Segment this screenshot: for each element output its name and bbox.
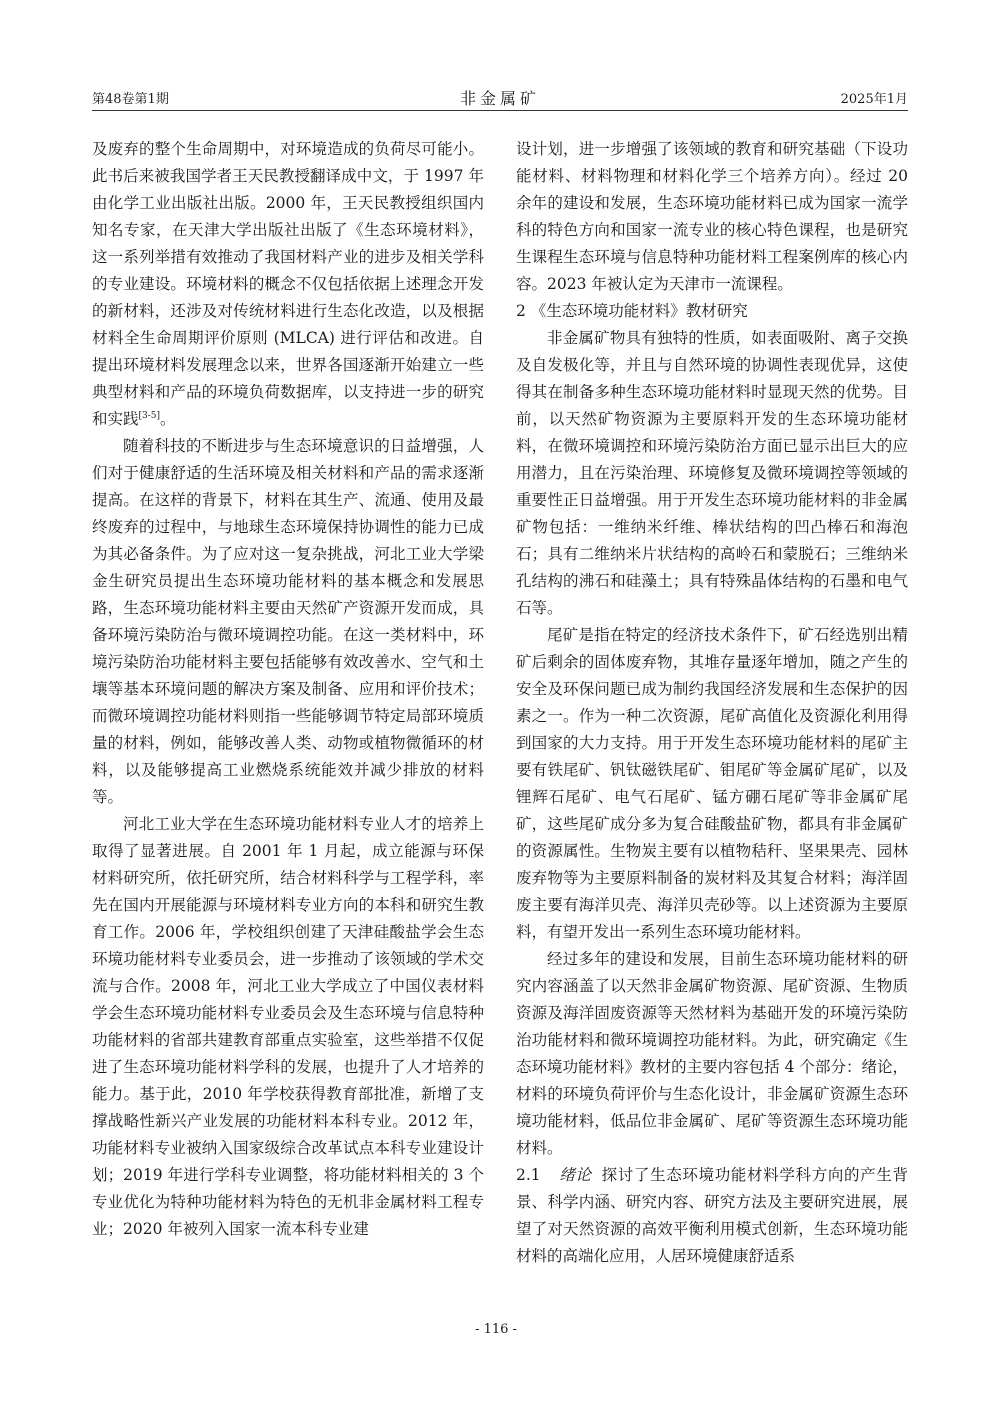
section-heading: 2 《生态环境功能材料》教材研究 [516, 302, 748, 320]
paragraph [92, 136, 484, 433]
subsection-title: 绪论 [558, 1166, 592, 1184]
paragraph: 设计划，进一步增强了该领域的教育和研究基础（下设功能材料、材料物理和材料化学三个培养方向）。经过 20 余年的建设和发展，生态环境功能材料已成为国家一流学科的特色方向和国家一流专业的核心特色课程，也是研究生课程生态环境与信息特种功能材料工程案例库的核心内容。2023 年被认定为天津市一流课程。 [516, 140, 908, 293]
publication-date: 2025年1月 [840, 92, 908, 107]
paragraph-end: 。 [160, 410, 176, 428]
volume-issue: 第48卷第1期 [92, 92, 169, 107]
journal-title: 非金属矿 [459, 89, 540, 108]
header-rule [92, 110, 908, 111]
paragraph: 经过多年的建设和发展，目前生态环境功能材料的研究内容涵盖了以天然非金属矿物资源、尾矿资源、生物质资源及海洋固废资源等天然材料为基础开发的环境污染防治功能材料和微环境调控功能材料。为此，研究确定《生态环境功能材料》教材的主要内容包括 4 个部分：绪论，材料的环境负荷评价与生态化设计，非金属矿资源生态环境功能材料，低品位非金属矿、尾矿等资源生态环境功能材料。 [516, 950, 908, 1157]
paragraph-text: 及废弃的整个生命周期中，对环境造成的负荷尽可能小。此书后来被我国学者王天民教授翻译成中文，于 1997 年由化学工业出版社出版。2000 年，王天民教授组织国内知名专家，在天津大学出版社出版了《生态环境材料》，这一系列举措有效推动了我国材料产业的进步及相关学科的专业建设。环境材料的概念不仅包括依据上述理念开发的新材料，还涉及对传统材料进行生态化改造，以及根据材料全生命周期评价原则 (MLCA) 进行评估和改进。自提出环境材料发展理念以来，世界各国逐渐开始建立一些典型材料和产品的环境负荷数据库，以支持进一步的研究和实践 [92, 140, 484, 428]
paragraph: 随着科技的不断进步与生态环境意识的日益增强，人们对于健康舒适的生活环境及相关材料和产品的需求逐渐提高。在这样的背景下，材料在其生产、流通、使用及最终废弃的过程中，与地球生态环境保持协调性的能力已成为其必备条件。为了应对这一复杂挑战，河北工业大学梁金生研究员提出生态环境功能材料的基本概念和发展思路，生态环境功能材料主要由天然矿产资源开发而成，具备环境污染防治与微环境调控功能。在这一类材料中，环境污染防治功能材料主要包括能够有效改善水、空气和土壤等基本环境问题的解决方案及制备、应用和评价技术；而微环境调控功能材料则指一些能够调节特定局部环境质量的材料，例如，能够改善人类、动物或植物微循环的材料，以及能够提高工业燃烧系统能效并减少排放的材料等。 [92, 437, 484, 806]
subsection-number: 2.1 [516, 1166, 541, 1184]
running-header [92, 86, 908, 112]
paragraph: 河北工业大学在生态环境功能材料专业人才的培养上取得了显著进展。自 2001 年 1 月起，成立能源与环保材料研究所，依托研究所，结合材料科学与工程学科，率先在国内开展能源与环境材料专业方向的本科和研究生教育工作。2006 年，学校组织创建了天津硅酸盐学会生态环境功能材料专业委员会，进一步推动了该领域的学术交流与合作。2008 年，河北工业大学成立了中国仪表材料学会生态环境功能材料专业委员会及生态环境与信息特种功能材料的省部共建教育部重点实验室，这些举措不仅促进了生态环境功能材料学科的发展，也提升了人才培养的能力。基于此，2010 年学校获得教育部批准，新增了支撑战略性新兴产业发展的功能材料本科专业。2012 年，功能材料专业被纳入国家级综合改革试点本科专业建设计划；2019 年进行学科专业调整，将功能材料相关的 3 个专业优化为特种功能材料为特色的无机非金属材料工程专业；2020 年被列入国家一流本科专业建 [92, 815, 484, 1238]
paragraph-text: 探讨了生态环境功能材料学科方向的产生背景、科学内涵、研究内容、研究方法及主要研究进展，展望了对天然资源的高效平衡利用模式创新，生态环境功能材料的高端化应用，人居环境健康舒适系 [516, 1166, 908, 1265]
subsection-paragraph [516, 1162, 908, 1270]
page-number: - 116 - [475, 1322, 517, 1337]
left-column [92, 136, 484, 1243]
right-column [516, 136, 908, 1270]
paragraph: 尾矿是指在特定的经济技术条件下，矿石经选别出精矿后剩余的固体废弃物，其堆存量逐年增加，随之产生的安全及环保问题已成为制约我国经济发展和生态保护的因素之一。作为一种二次资源，尾矿高值化及资源化利用得到国家的大力支持。用于开发生态环境功能材料的尾矿主要有铁尾矿、钒钛磁铁尾矿、钼尾矿等金属矿尾矿，以及锂辉石尾矿、电气石尾矿、锰方硼石尾矿等非金属矿尾矿，这些尾矿成分多为复合硅酸盐矿物，都具有非金属矿的资源属性。生物炭主要有以植物秸秆、坚果果壳、园林废弃物等为主要原料制备的炭材料及其复合材料；海洋固废主要有海洋贝壳、海洋贝壳砂等。以上述资源为主要原料，有望开发出一系列生态环境功能材料。 [516, 626, 908, 941]
paragraph: 非金属矿物具有独特的性质，如表面吸附、离子交换及自发极化等，并且与自然环境的协调性表现优异，这使得其在制备多种生态环境功能材料时显现天然的优势。目前，以天然矿物资源为主要原料开发的生态环境功能材料，在微环境调控和环境污染防治方面已显示出巨大的应用潜力，且在污染治理、环境修复及微环境调控等领域的重要性正日益增强。用于开发生态环境功能材料的非金属矿物包括：一维纳米纤维、棒状结构的凹凸棒石和海泡石；具有二维纳米片状结构的高岭石和蒙脱石；三维纳米孔结构的沸石和硅藻土；具有特殊晶体结构的石墨和电气石等。 [516, 329, 908, 617]
citation: [3-5] [138, 410, 161, 421]
